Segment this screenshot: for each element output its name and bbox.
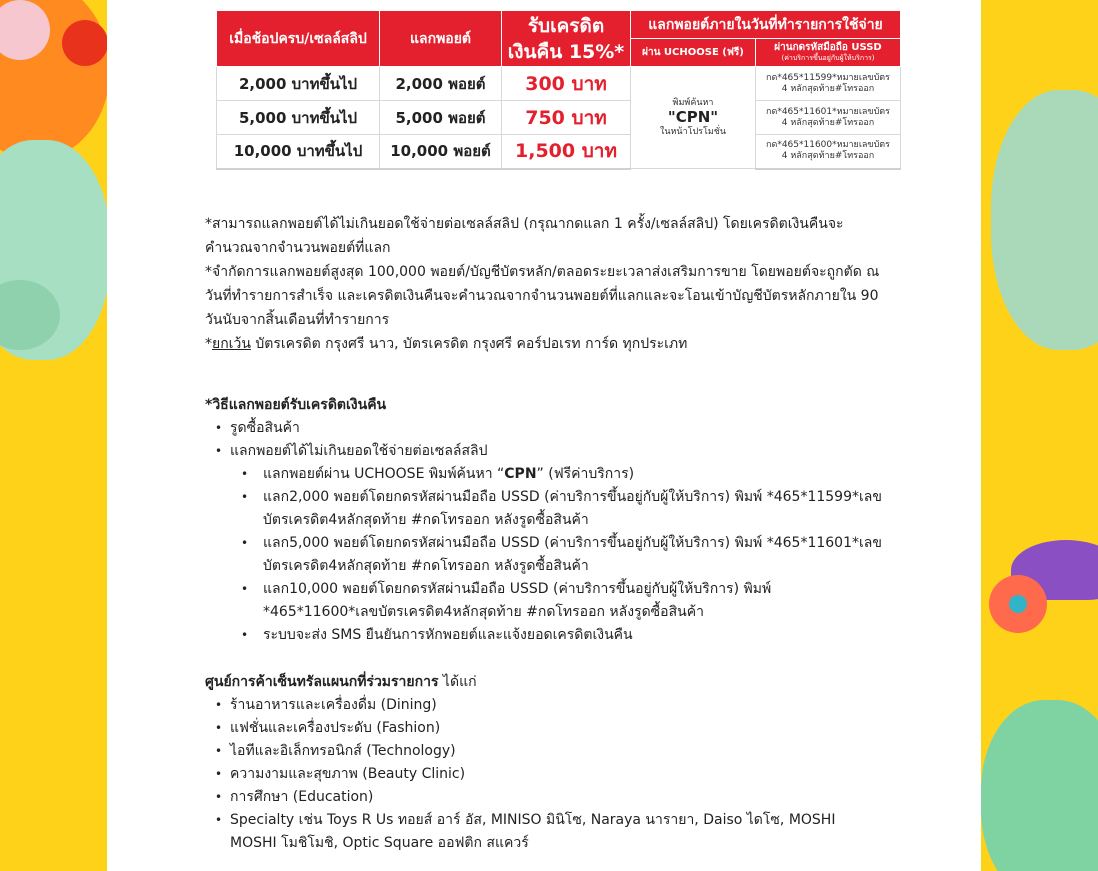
- list-item: [238, 463, 885, 486]
- list-item: • แลก2,000 พอยต์โดยกดรหัสผ่านมือถือ USSD (ค่าบริการขึ้นอยู่กับผู้ให้บริการ) พิมพ์ *465*11599*เลขบัตรเครดิต4หลักสุดท้าย #กดโทรออก หลังรูดซื้อสินค้า: [238, 486, 885, 532]
- cpn-line2: ในหน้าโปรโมชั่น: [659, 127, 727, 137]
- header-credit-line1: รับเครดิต: [527, 14, 605, 37]
- list-item: • Specialty เช่น Toys R Us ทอยส์ อาร์ อัส, MINISO มินิโซ, Naraya นารายา, Daiso ไดโซ, MOSHI MOSHI โมชิโมชิ, Optic Square ออฟติก สแควร์: [215, 809, 885, 855]
- header-credit-line2: เงินคืน 15%*: [507, 40, 625, 63]
- howto-step2-text: แลกพอยต์ได้ไม่เกินยอดใช้จ่ายต่อเซลล์สลิป: [230, 443, 488, 459]
- header-redeem: แลกพอยต์: [380, 11, 502, 67]
- table-row: [217, 101, 901, 135]
- table-row: [217, 135, 901, 169]
- list-item: • ไอทีและอิเล็กทรอนิกส์ (Technology): [215, 740, 885, 763]
- note-max-points: *จำกัดการแลกพอยต์สูงสุด 100,000 พอยต์/บัญชีบัตรหลัก/ตลอดระยะเวลาส่งเสริมการขาย โดยพอยต์จะถูกตัด ณ วันที่ทำรายการสำเร็จ และเครดิตเงินคืนจะคำนวณจากจำนวนพอยต์ที่แลกและจะโอนเข้าบัญชีบัตรหลักภายใน 90 วันนับจากสิ้นเดือนที่ทำรายการ: [205, 264, 880, 328]
- substep-uchoose-code: CPN: [504, 466, 537, 482]
- right-decoration: [981, 0, 1098, 871]
- list-item: • การศึกษา (Education): [215, 786, 885, 809]
- note-exclusions-label: ยกเว้น: [212, 336, 251, 352]
- cell-ussd: [756, 101, 901, 135]
- header-ussd-label: ผ่านกดรหัสมือถือ USSD: [774, 41, 882, 53]
- note-exclusions-prefix: *: [205, 336, 212, 352]
- ussd-code: กด*465*11599*หมายเลขบัตร: [766, 72, 890, 83]
- cell-spend: 10,000 บาทขึ้นไป: [217, 135, 380, 169]
- cell-spend: 2,000 บาทขึ้นไป: [217, 67, 380, 101]
- list-item: • รูดซื้อสินค้า: [215, 417, 885, 440]
- cell-spend: 5,000 บาทขึ้นไป: [217, 101, 380, 135]
- list-item: • ความงามและสุขภาพ (Beauty Clinic): [215, 763, 885, 786]
- cpn-line1: พิมพ์ค้นหา: [672, 98, 714, 108]
- cell-credit: 300 บาท: [502, 67, 631, 101]
- header-spend: เมื่อช้อปครบ/เซลล์สลิป: [217, 11, 380, 67]
- substep-uchoose-a: แลกพอยต์ผ่าน UCHOOSE พิมพ์ค้นหา “: [263, 466, 505, 482]
- howto-steps: [215, 417, 885, 647]
- howto-substeps: [238, 463, 885, 647]
- centers-title-text: ศูนย์การค้าเซ็นทรัลแผนกที่ร่วมรายการ: [205, 674, 439, 690]
- centers-title: [205, 670, 885, 694]
- howto-title: *วิธีแลกพอยต์รับเครดิตเงินคืน: [205, 397, 387, 413]
- right-decor-cloud: [991, 90, 1098, 350]
- list-item: • ร้านอาหารและเครื่องดื่ม (Dining): [215, 694, 885, 717]
- substep-uchoose-b: ” (ฟรีค่าบริการ): [536, 466, 635, 482]
- cpn-code: "CPN": [667, 108, 719, 126]
- left-decoration: [0, 0, 107, 871]
- cell-ussd: [756, 67, 901, 101]
- terms-notes: [205, 212, 885, 356]
- header-ussd: [756, 39, 901, 67]
- ussd-code: กด*465*11601*หมายเลขบัตร: [766, 106, 890, 117]
- ussd-suffix: 4 หลักสุดท้าย#โทรออก: [781, 83, 875, 94]
- centers-section: [205, 670, 885, 855]
- centers-list: [215, 694, 885, 855]
- promo-table: [216, 10, 901, 170]
- right-decor-flower-center: [1009, 595, 1027, 613]
- ussd-suffix: 4 หลักสุดท้าย#โทรออก: [781, 151, 875, 162]
- cell-points: 2,000 พอยต์: [380, 67, 502, 101]
- list-item: • แฟชั่นและเครื่องประดับ (Fashion): [215, 717, 885, 740]
- content-panel: [107, 0, 981, 871]
- header-credit: [502, 11, 631, 67]
- cell-credit: 1,500 บาท: [502, 135, 631, 169]
- centers-title-suffix: ได้แก่: [438, 674, 477, 690]
- note-limit-per-slip: *สามารถแลกพอยต์ได้ไม่เกินยอดใช้จ่ายต่อเซลล์สลิป (กรุณากดแลก 1 ครั้ง/เซลล์สลิป) โดยเครดิตเงินคืนจะคำนวณจากจำนวนพอยต์ที่แลก: [205, 216, 844, 256]
- note-exclusions: [205, 332, 885, 356]
- cell-ussd: [756, 135, 901, 169]
- left-decor-fruit: [62, 20, 107, 66]
- cell-points: 10,000 พอยต์: [380, 135, 502, 169]
- header-same-day: แลกพอยต์ภายในวันที่ทำรายการใช้จ่าย: [631, 11, 901, 39]
- header-ussd-note: (ค่าบริการขึ้นอยู่กับผู้ให้บริการ): [781, 53, 875, 62]
- list-item: • แลก10,000 พอยต์โดยกดรหัสผ่านมือถือ USSD (ค่าบริการขึ้นอยู่กับผู้ให้บริการ) พิมพ์ *465*11600*เลขบัตรเครดิต4หลักสุดท้าย #กดโทรออก หลังรูดซื้อสินค้า: [238, 578, 885, 624]
- header-uchoose: ผ่าน UCHOOSE (ฟรี): [631, 39, 756, 67]
- ussd-suffix: 4 หลักสุดท้าย#โทรออก: [781, 117, 875, 128]
- note-exclusions-text: บัตรเครดิต กรุงศรี นาว, บัตรเครดิต กรุงศรี คอร์ปอเรท การ์ด ทุกประเภท: [250, 336, 688, 352]
- howto-section: [205, 393, 885, 647]
- table-row: [217, 67, 901, 101]
- list-item: [215, 440, 885, 647]
- right-decor-cloud-bottom: [981, 700, 1098, 871]
- cell-points: 5,000 พอยต์: [380, 101, 502, 135]
- cell-credit: 750 บาท: [502, 101, 631, 135]
- ussd-code: กด*465*11600*หมายเลขบัตร: [766, 140, 890, 151]
- list-item: • ระบบจะส่ง SMS ยืนยันการหักพอยต์และแจ้งยอดเครดิตเงินคืน: [238, 624, 885, 647]
- list-item: • แลก5,000 พอยต์โดยกดรหัสผ่านมือถือ USSD (ค่าบริการขึ้นอยู่กับผู้ให้บริการ) พิมพ์ *465*11601*เลขบัตรเครดิต4หลักสุดท้าย #กดโทรออก หลังรูดซื้อสินค้า: [238, 532, 885, 578]
- cell-cpn: [631, 67, 756, 169]
